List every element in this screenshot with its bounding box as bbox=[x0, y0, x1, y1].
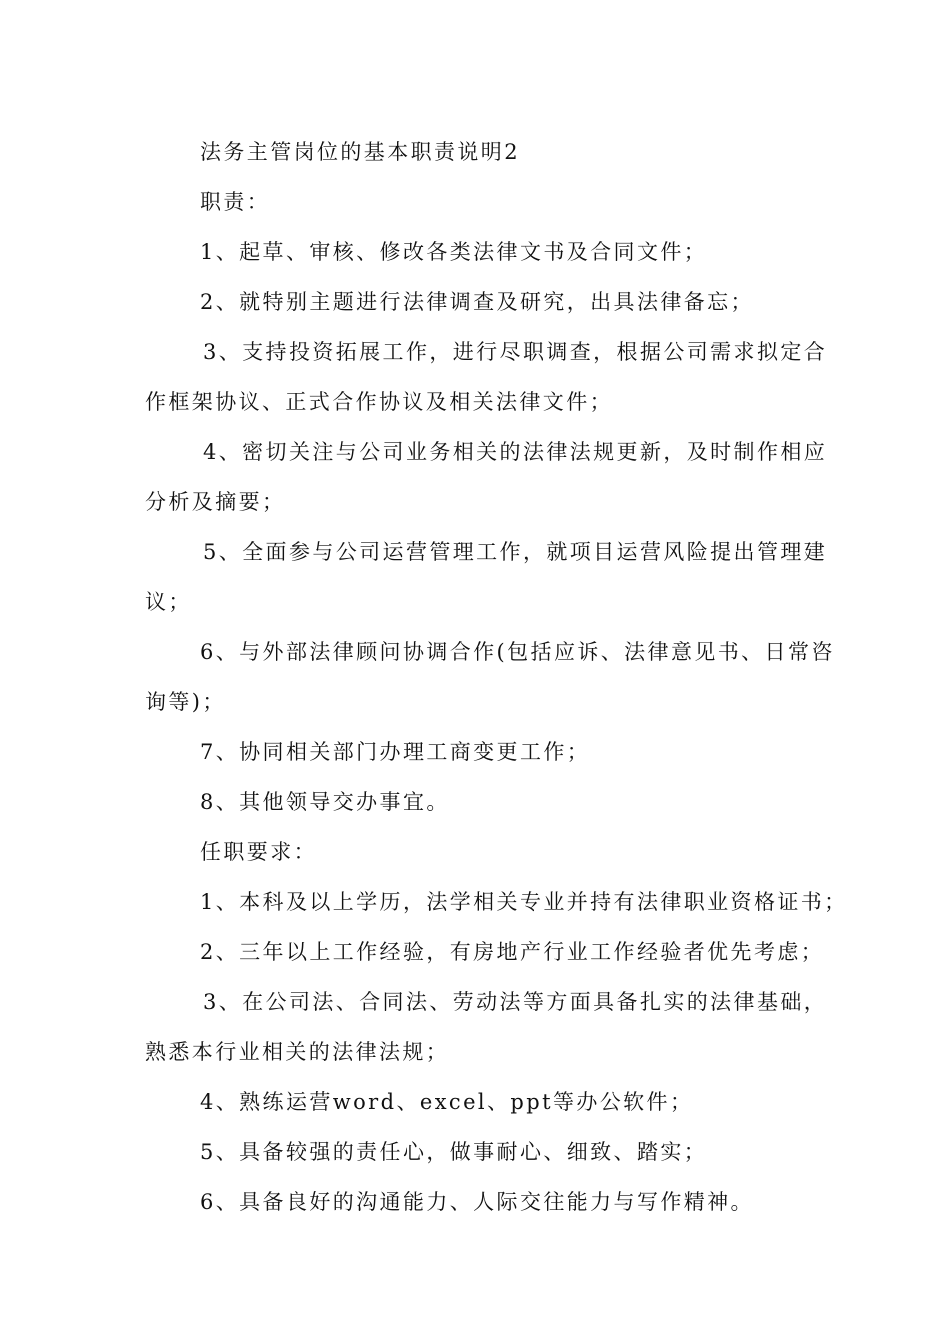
duties-heading: 职责： bbox=[200, 190, 271, 214]
duty-item-5-line-1: 5、全面参与公司运营管理工作，就项目运营风险提出管理建 bbox=[203, 540, 828, 564]
document-title: 法务主管岗位的基本职责说明2 bbox=[200, 140, 520, 164]
requirement-item-5: 5、具备较强的责任心，做事耐心、细致、踏实； bbox=[200, 1140, 708, 1164]
duty-item-7: 7、协同相关部门办理工商变更工作； bbox=[200, 740, 591, 764]
duty-item-6-line-1: 6、与外部法律顾问协调合作(包括应诉、法律意见书、日常咨 bbox=[200, 640, 835, 664]
duty-item-6-line-2: 询等)； bbox=[145, 690, 226, 714]
requirements-heading: 任职要求： bbox=[200, 840, 317, 864]
duty-item-4-line-1: 4、密切关注与公司业务相关的法律法规更新，及时制作相应 bbox=[203, 440, 828, 464]
requirement-item-4: 4、熟练运营word、excel、ppt等办公软件； bbox=[200, 1090, 694, 1114]
duty-item-5-line-2: 议； bbox=[145, 590, 192, 614]
requirement-item-2: 2、三年以上工作经验，有房地产行业工作经验者优先考虑； bbox=[200, 940, 825, 964]
duty-item-4-line-2: 分析及摘要； bbox=[145, 490, 286, 514]
duty-item-2: 2、就特别主题进行法律调查及研究，出具法律备忘； bbox=[200, 290, 754, 314]
duty-item-3-line-2: 作框架协议、正式合作协议及相关法律文件； bbox=[145, 390, 613, 414]
requirement-item-1: 1、本科及以上学历，法学相关专业并持有法律职业资格证书； bbox=[200, 890, 848, 914]
requirement-item-6: 6、具备良好的沟通能力、人际交往能力与写作精神。 bbox=[200, 1190, 754, 1214]
duty-item-3-line-1: 3、支持投资拓展工作，进行尽职调查，根据公司需求拟定合 bbox=[203, 340, 828, 364]
requirement-item-3-line-1: 3、在公司法、合同法、劳动法等方面具备扎实的法律基础， bbox=[203, 990, 828, 1014]
requirement-item-3-line-2: 熟悉本行业相关的法律法规； bbox=[145, 1040, 450, 1064]
duty-item-1: 1、起草、审核、修改各类法律文书及合同文件； bbox=[200, 240, 708, 264]
duty-item-8: 8、其他领导交办事宜。 bbox=[200, 790, 450, 814]
